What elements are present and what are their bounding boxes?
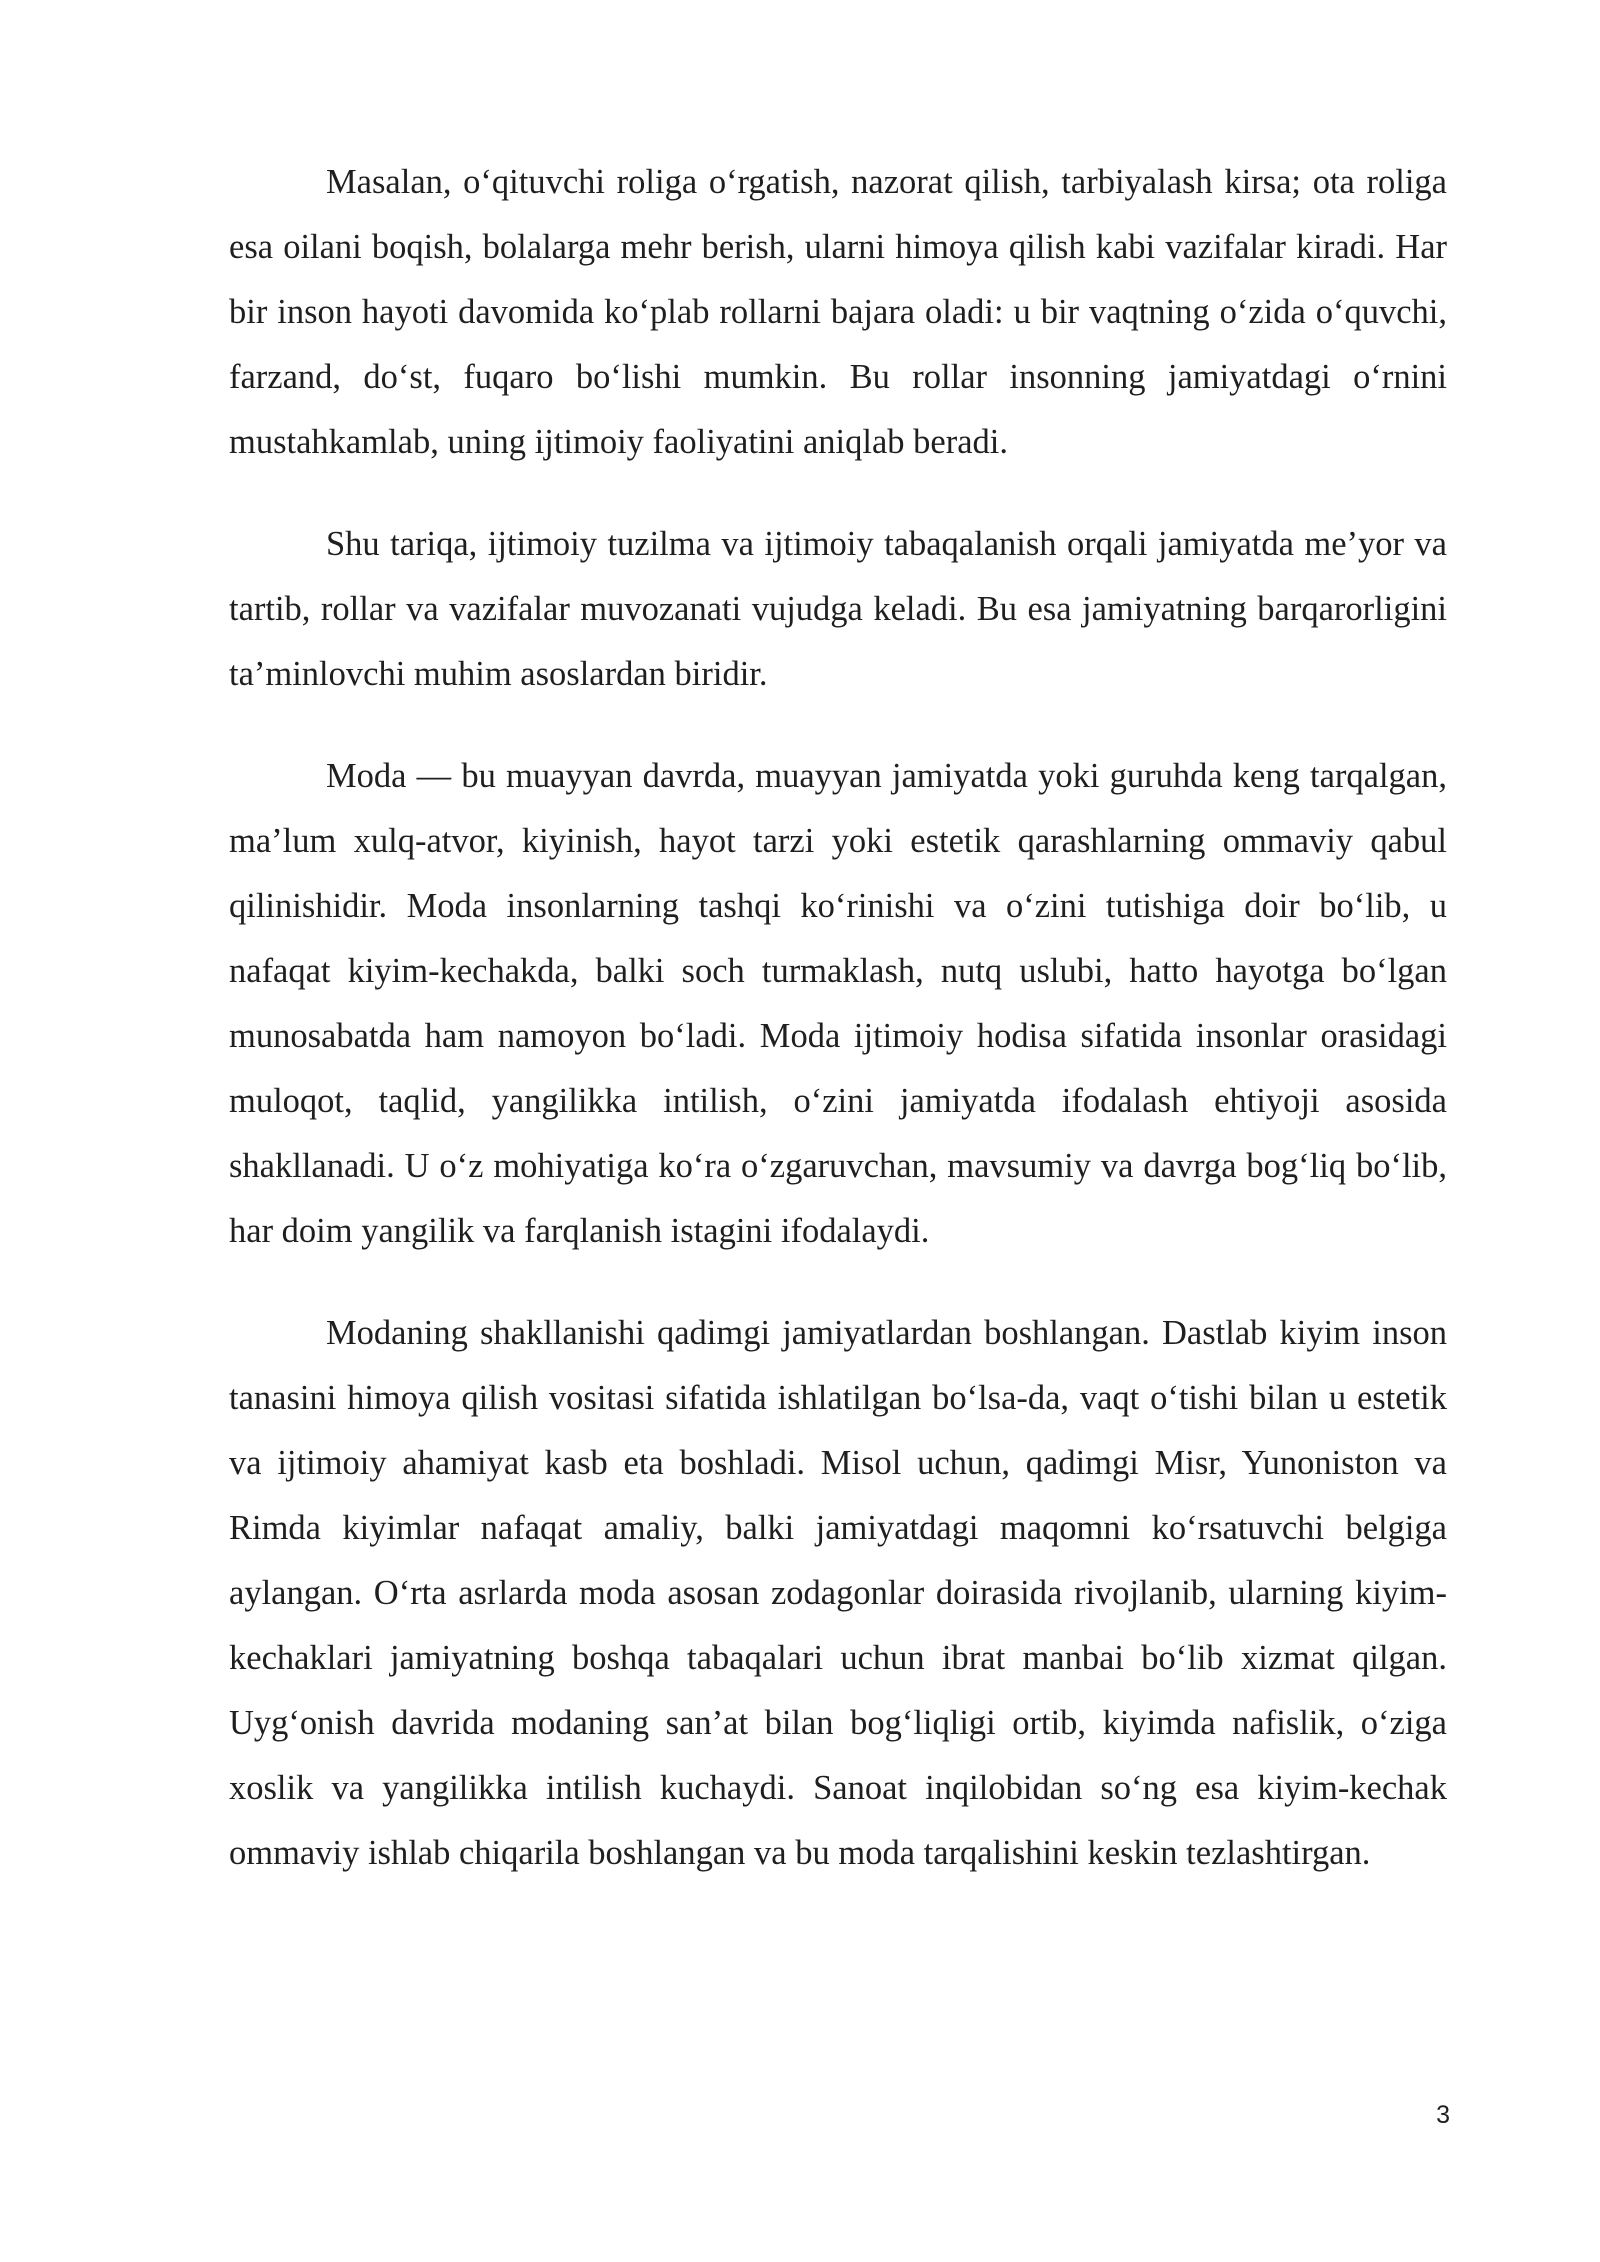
paragraph-fashion-history: Modaning shakllanishi qadimgi jamiyatlardan boshlangan. Dastlab kiyim inson tanasini himoya qilish vositasi sifatida ishlatilgan bo‘lsa-da, vaqt o‘tishi bilan u estetik va ijtimoiy ahamiyat kasb eta boshladi. Misol uchun, qadimgi Misr, Yunoniston va Rimda kiyimlar nafaqat amaliy, balki jamiyatdagi maqomni ko‘rsatuvchi belgiga aylangan. O‘rta asrlarda moda asosan zodagonlar doirasida rivojlanib, ularning kiyim-kechaklari jamiyatning boshqa tabaqalari uchun ibrat manbai bo‘lib xizmat qilgan. Uyg‘onish davrida modaning san’at bilan bog‘liqligi ortib, kiyimda nafislik, o‘ziga xoslik va yangilikka intilish kuchaydi. Sanoat inqilobidan so‘ng esa kiyim-kechak ommaviy ishlab chiqarila boshlangan va bu moda tarqalishini keskin tezlashtirgan.: [229, 1314, 1447, 1872]
body-text: [229, 150, 1447, 1923]
page-number: 3: [1436, 2101, 1450, 2129]
paragraph-social-roles: Masalan, o‘qituvchi roliga o‘rgatish, nazorat qilish, tarbiyalash kirsa; ota roliga esa oilani boqish, bolalarga mehr berish, ularni himoya qilish kabi vazifalar kiradi. Har bir inson hayoti davomida ko‘plab rollarni bajara oladi: u bir vaqtning o‘zida o‘quvchi, farzand, do‘st, fuqaro bo‘lishi mumkin. Bu rollar insonning jamiyatdagi o‘rnini mustahkamlab, uning ijtimoiy faoliyatini aniqlab beradi.: [229, 163, 1447, 461]
paragraph-fashion-definition: Moda — bu muayyan davrda, muayyan jamiyatda yoki guruhda keng tarqalgan, ma’lum xulq-atvor, kiyinish, hayot tarzi yoki estetik qarashlarning ommaviy qabul qilinishidir. Moda insonlarning tashqi ko‘rinishi va o‘zini tutishiga doir bo‘lib, u nafaqat kiyim-kechakda, balki soch turmaklash, nutq uslubi, hatto hayotga bo‘lgan munosabatda ham namoyon bo‘ladi. Moda ijtimoiy hodisa sifatida insonlar orasidagi muloqot, taqlid, yangilikka intilish, o‘zini jamiyatda ifodalash ehtiyoji asosida shakllanadi. U o‘z mohiyatiga ko‘ra o‘zgaruvchan, mavsumiy va davrga bog‘liq bo‘lib, har doim yangilik va farqlanish istagini ifodalaydi.: [229, 757, 1447, 1250]
paragraph-social-structure: Shu tariqa, ijtimoiy tuzilma va ijtimoiy tabaqalanish orqali jamiyatda me’yor va tartib, rollar va vazifalar muvozanati vujudga keladi. Bu esa jamiyatning barqarorligini ta’minlovchi muhim asoslardan biridir.: [229, 525, 1447, 693]
